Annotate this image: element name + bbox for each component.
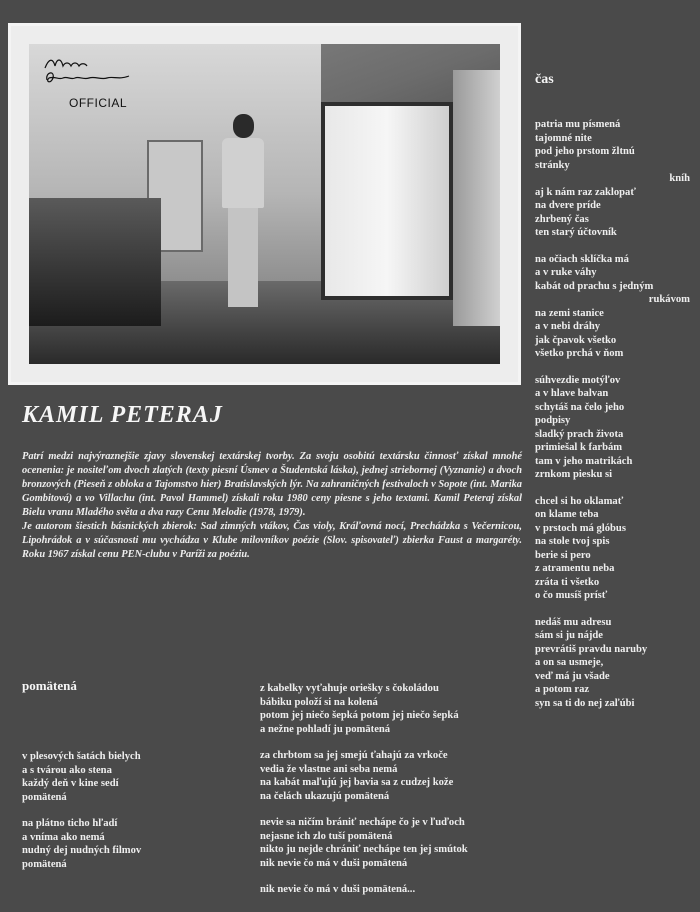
photo-frame — [8, 23, 521, 385]
poem-line: nik nevie čo má v duši pomätená — [260, 857, 408, 869]
person-head — [233, 114, 254, 138]
poem-pomatena-right — [260, 682, 525, 910]
stanza — [260, 682, 525, 736]
poem-line: berie si pero — [535, 549, 591, 561]
poem-line: syn sa ti do nej zaľúbi — [535, 697, 635, 709]
poem-line: ten starý účtovník — [535, 227, 617, 238]
photo-person — [222, 114, 264, 312]
poem-line: patria mu písmená — [535, 119, 621, 130]
poem-line: z atramentu neba — [535, 563, 615, 574]
poem-line: a on sa usmeje, — [535, 657, 604, 668]
poem-line: a potom raz — [535, 684, 590, 695]
stanza — [260, 883, 525, 897]
poem-line: primiešal k farbám — [535, 442, 623, 453]
poem-line: na stole tvoj spis — [535, 536, 610, 547]
poem-line: podpisy — [535, 415, 571, 426]
photo-clutter — [29, 198, 161, 326]
poem-line: súhvezdie motýľov — [535, 374, 621, 386]
poem-line: na plátno ticho hľadí — [22, 818, 118, 829]
poem-line: na kabát maľujú jej bavia sa z cudzej kože — [260, 777, 454, 788]
poem-line: každý deň v kine sedí — [22, 778, 119, 789]
poem-line: nedáš mu adresu — [535, 616, 612, 628]
poem-pomatena-left — [22, 750, 247, 884]
poem-line: všetko prchá v ňom — [535, 348, 624, 359]
author-photo — [29, 44, 500, 364]
stanza — [22, 817, 247, 871]
poem-line: a v hlave balvan — [535, 388, 609, 399]
author-bio — [22, 450, 522, 562]
bio-paragraph: Patrí medzi najvýraznejšie zjavy slovenskej textárskej tvorby. Za svoju osobitú textársku činnosť získal mnohé ocenenia: je nositeľom dvoch zlatých (texty piesní Úsmev a Študentská láska), jednej striebornej (Vyznanie) a dvoch bronzových (Pieseň z obloka a Tajomstvo hier) Bratislavských lýr. Na zahraničných festivaloch v Sopote (int. Marika Gombitová) a vo Villachu (int. Pavol Hammel) získali roku 1980 ceny piesne s jeho textami. Kamil Peteraj získal Bielu vranu Mladého světa a dva razy Cenu Melodie (1978, 1979). — [22, 451, 522, 518]
poem-line: na dvere príde — [535, 200, 601, 211]
poem-line: zráta ti všetko — [535, 576, 600, 588]
poem-line: vedia že vlastne ani seba nemá — [260, 763, 398, 775]
poem-line: aj k nám raz zaklopať — [535, 186, 636, 198]
poem-line: on klame teba — [535, 509, 599, 520]
poem-line: a s tvárou ako stena — [22, 764, 112, 776]
poem-line: a v nebi dráhy — [535, 321, 601, 332]
poem-line: nikto ju nejde chrániť nechápe ten jej smútok — [260, 844, 468, 855]
poem-line: na očiach sklíčka má — [535, 253, 629, 265]
poem-line: o čo musíš prísť — [535, 590, 608, 601]
poem-line: za chrbtom sa jej smejú ťahajú za vrkoče — [260, 750, 448, 761]
poem-line: nejasne ich zlo tuší pomätená — [260, 830, 393, 842]
poem-line: sám si ju nájde — [535, 630, 603, 641]
poem-cas-title: čas — [535, 72, 554, 87]
poem-line: stránky — [535, 159, 570, 171]
person-legs — [228, 208, 258, 307]
poem-line: kníh — [669, 173, 690, 184]
stanza — [535, 118, 690, 240]
person-torso — [222, 138, 264, 207]
poem-line: jak čpavok všetko — [535, 334, 617, 346]
poem-line: kabát od prachu s jedným — [535, 280, 654, 292]
poem-line: nevie sa ničím brániť nechápe čo je v ľuďoch — [260, 817, 465, 828]
stanza — [535, 495, 690, 603]
stanza — [535, 374, 690, 482]
stanza — [535, 616, 690, 711]
poem-pomatena-title: pomätená — [22, 678, 77, 693]
stanza — [535, 253, 690, 361]
poem-line: na zemi stanice — [535, 307, 604, 319]
poem-line: nudný dej nudných filmov — [22, 845, 142, 856]
stanza — [260, 749, 525, 803]
stanza — [260, 816, 525, 870]
poem-line: z kabelky vyťahuje oriešky s čokoládou — [260, 683, 439, 694]
poem-line: prevrátiš pravdu naruby — [535, 643, 648, 655]
poem-line: tam v jeho matrikách — [535, 455, 633, 467]
stanza — [22, 750, 247, 804]
poem-line: rukávom — [648, 294, 690, 305]
poem-line: potom jej niečo šepká potom jej niečo šepká — [260, 710, 459, 721]
poem-line: nik nevie čo má v duši pomätená... — [260, 884, 416, 895]
photo-doorway — [321, 102, 453, 300]
poem-line: pomätená — [22, 858, 67, 870]
official-label: OFFICIAL — [69, 96, 128, 110]
poem-line: chcel si ho oklamať — [535, 495, 624, 507]
author-name: KAMIL PETERAJ — [22, 402, 223, 428]
poem-line: pod jeho prstom žltnú — [535, 146, 635, 157]
poem-cas — [535, 118, 690, 723]
poem-line: a nežne pohladí ju pomätená — [260, 723, 391, 735]
photo-door-panel — [453, 70, 500, 326]
poem-line: bábiku položí si na kolená — [260, 696, 378, 708]
poem-line: v plesových šatách bielych — [22, 751, 141, 762]
poem-line: sladký prach života — [535, 428, 624, 440]
poem-line: tajomné nite — [535, 132, 592, 144]
poem-line: na čelách ukazujú pomätená — [260, 790, 390, 802]
poem-line: a vníma ako nemá — [22, 831, 105, 843]
poem-line: pomätená — [22, 791, 67, 803]
poem-line: zhrbený čas — [535, 213, 589, 225]
bio-paragraph: Je autorom šiestich básnických zbierok: Sad zimných vtákov, Čas violy, Kráľovná nocí, Prechádzka s Večernicou, Lipohrádok a v súčasnosti mu vychádza v Klube milovníkov poézie (Slov. spisovateľ) zbierka Faust a margaréty. Roku 1967 získal cenu PEN-clubu v Paríži za poéziu. — [22, 521, 522, 560]
poem-line: schytáš na čelo jeho — [535, 401, 625, 413]
poem-line: veď má ju všade — [535, 670, 610, 682]
poem-line: a v ruke váhy — [535, 267, 597, 278]
poem-line: zrnkom piesku si — [535, 469, 613, 480]
poem-line: v prstoch má glóbus — [535, 522, 626, 534]
handwritten-signature — [43, 54, 133, 88]
